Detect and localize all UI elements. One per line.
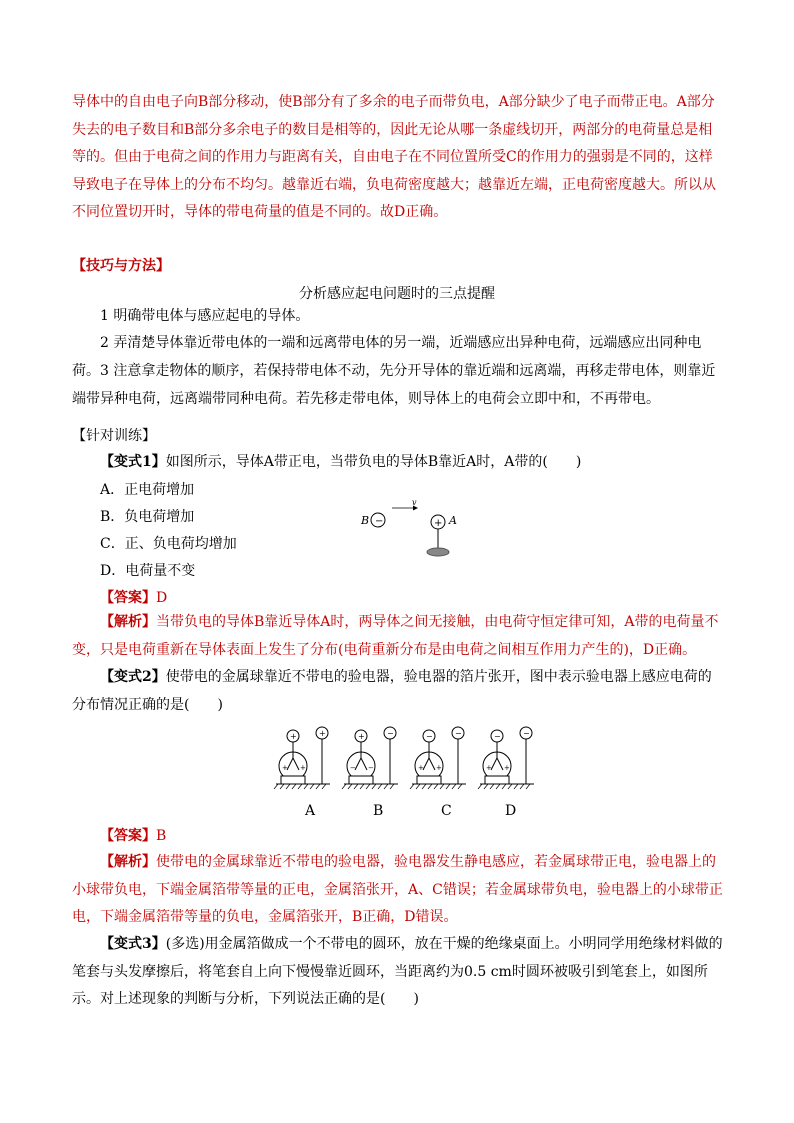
stand-base	[427, 548, 449, 556]
q1-fig-label-v: v	[412, 498, 417, 507]
svg-text:+: +	[282, 764, 288, 772]
q1-fig-plus: +	[434, 518, 443, 529]
q1-analysis-tag: 【解析】	[100, 614, 156, 630]
q1-figure	[355, 495, 470, 565]
svg-text:−: −	[523, 729, 530, 738]
q1-option-c: C．正、负电荷均增加	[100, 536, 237, 552]
q1-fig-label-a: A	[449, 514, 457, 527]
q1-analysis-text: 当带负电的导体B靠近导体A时，两导体之间无接触，由电荷守恒定律可知，A带的电荷量不变，只是电荷重新在导体表面上发生了分布(电荷重新分布是由电荷之间相互作用力产生的)，D正确。	[72, 614, 719, 658]
svg-text:+: +	[358, 732, 365, 741]
q1-fig-minus: −	[375, 516, 384, 527]
q1-option-a: A．正电荷增加	[100, 482, 195, 498]
q1-answer: D	[156, 590, 168, 606]
q2-analysis-tag: 【解析】	[100, 854, 156, 870]
svg-text:+: +	[300, 764, 306, 772]
intro-paragraph: 导体中的自由电子向B部分移动，使B部分有了多余的电子而带负电，A部分缺少了电子而带正电。A部分失去的电子数目和B部分多余电子的数目是相等的，因此无论从哪一条虚线切开，两部分的电荷量总是相等的。但由于电荷之间的作用力与距离有关，自由电子在不同位置所受C的作用力的强弱是不同的，这样导致电子在导体上的分布不均匀。越靠近右端，负电荷密度越大；越靠近左端，正电荷密度越大。所以从不同位置切开时，导体的带电荷量的值是不同的。故D正确。	[72, 94, 716, 220]
svg-text:+: +	[319, 729, 326, 738]
q2-fig-label-b: B	[373, 803, 384, 819]
q1-analysis	[72, 609, 724, 664]
electroscope-a	[274, 727, 330, 789]
svg-text:−: −	[426, 732, 433, 741]
training-heading: 【针对训练】	[72, 428, 156, 444]
q2-answer-line	[100, 825, 166, 845]
q2-analysis-text: 使带电的金属球靠近不带电的验电器，验电器发生静电感应，若金属球带正电，验电器上的小球带负电，下端金属箔带等量的正电，金属箔张开，A、C错误；若金属球带负电，验电器上的小球带正电，下端金属箔带等量的负电，金属箔张开，B正确，D错误。	[72, 854, 723, 925]
tips-item-1: 1 明确带电体与感应起电的导体。	[100, 308, 310, 324]
svg-text:+: +	[436, 764, 442, 772]
q1-answer-line	[100, 587, 167, 607]
q2-stem: 使带电的金属球靠近不带电的验电器，验电器的箔片张开，图中表示验电器上感应电荷的分布情况正确的是( )	[72, 669, 712, 713]
svg-text:+: +	[418, 764, 424, 772]
svg-text:+: +	[290, 732, 297, 741]
tips-title: 分析感应起电问题时的三点提醒	[299, 286, 495, 302]
q1-stem: 如图所示，导体A带正电，当带负电的导体B靠近A时，A带的( )	[165, 454, 582, 470]
svg-text:−: −	[387, 729, 394, 738]
q2-fig-label-c: C	[441, 803, 452, 819]
q2-answer: B	[156, 828, 167, 844]
electroscope-c	[410, 727, 466, 789]
q1-stem-line	[100, 451, 581, 471]
svg-text:−: −	[494, 732, 501, 741]
electroscope-d	[478, 727, 534, 789]
tips-heading: 【技巧与方法】	[72, 258, 170, 274]
electroscope-b	[342, 727, 398, 789]
q1-answer-tag: 【答案】	[100, 590, 156, 606]
q3-stem-line	[72, 931, 724, 1014]
svg-text:+: +	[486, 764, 492, 772]
q1-option-d: D．电荷量不变	[100, 563, 196, 579]
q1-tag: 【变式1】	[100, 454, 166, 470]
q2-fig-label-d: D	[505, 803, 517, 819]
svg-text:−: −	[350, 764, 356, 772]
svg-text:−: −	[455, 729, 462, 738]
q2-fig-label-a: A	[305, 803, 316, 819]
q3-stem: (多选)用金属箔做成一个不带电的圆环，放在干燥的绝缘桌面上。小明同学用绝缘材料做的笔套与头发摩擦后，将笔套自上向下慢慢靠近圆环，当距离约为0.5 cm时圆环被吸引到笔套上，如图所示。对上述现象的判断与分析，下列说法正确的是( )	[72, 936, 723, 1007]
q2-tag: 【变式2】	[100, 669, 166, 685]
q3-tag: 【变式3】	[100, 936, 166, 952]
q2-stem-line	[72, 664, 724, 719]
q2-figure	[268, 720, 540, 802]
q1-option-b: B．负电荷增加	[100, 509, 195, 525]
svg-text:−: −	[368, 764, 374, 772]
q1-fig-label-b: B	[361, 514, 370, 527]
tips-item-3: 3 注意拿走物体的顺序，若保持带电体不动，先分开导体的靠近端和远离端，再移走带电体，则靠近端带异种电荷，远离端带同种电荷。若先移走带电体，则导体上的电荷会立即中和，不再带电。	[72, 363, 716, 407]
q2-analysis	[72, 849, 724, 932]
svg-text:+: +	[504, 764, 510, 772]
q2-answer-tag: 【答案】	[100, 828, 156, 844]
tips-item-2: 2 弄清楚导体靠近带电体的一端和远离带电体的另一端，近端感应出异种电荷，远端感应出同种电荷。	[72, 335, 702, 379]
